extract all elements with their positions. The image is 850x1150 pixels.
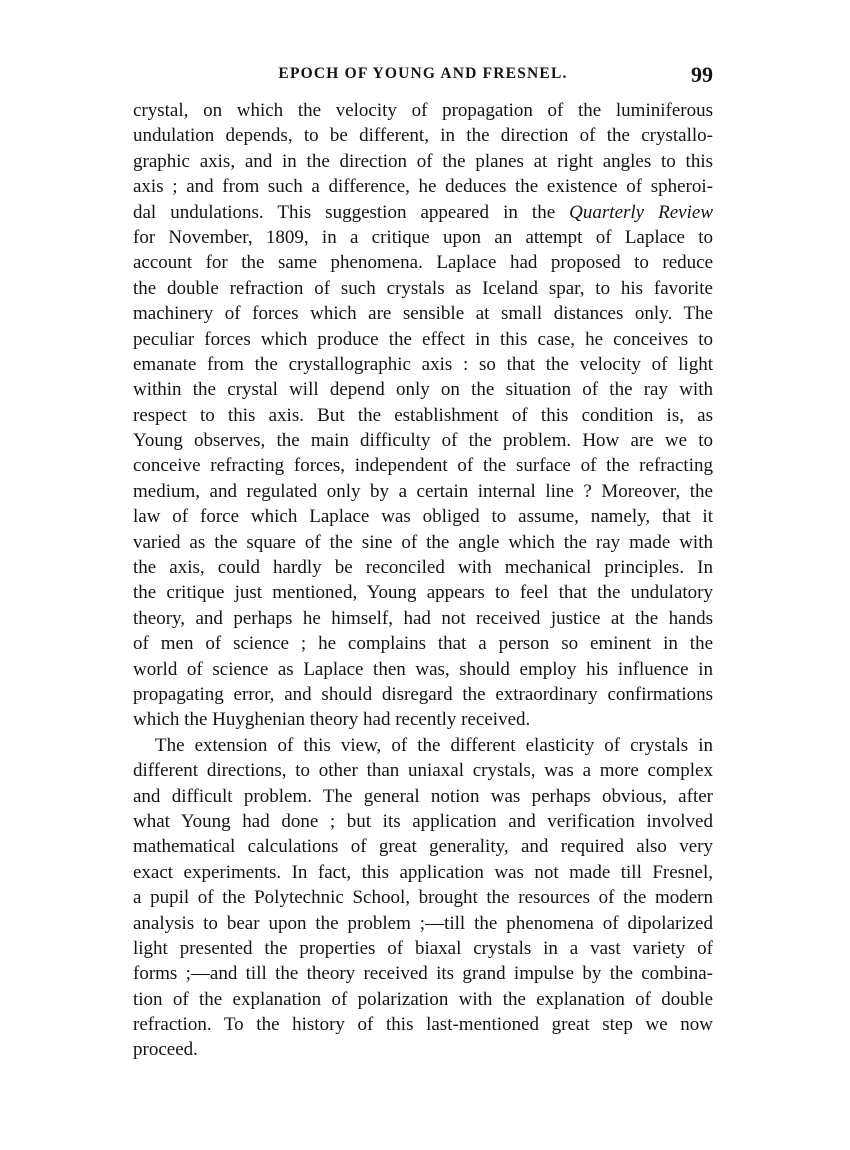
paragraph-1 <box>133 98 713 733</box>
text-line: medium, and regulated only by a certain internal line ? Moreover, the <box>133 480 713 502</box>
journal-title: Quarterly Review <box>569 201 714 223</box>
paragraph-2 <box>133 733 713 1063</box>
text-line: account for the same phenomena. Laplace had proposed to reduce <box>133 252 713 274</box>
text-line: axis ; and from such a difference, he deduces the existence of spheroi- <box>133 176 713 198</box>
text-line: refraction. To the history of this last-mentioned great step we now <box>133 1014 713 1036</box>
text-line: dal undulations. This suggestion appeared in the Quarterly Review <box>133 201 714 223</box>
text-line: machinery of forces which are sensible at small distances only. The <box>133 303 713 325</box>
text-line: a pupil of the Polytechnic School, brought the resources of the modern <box>133 887 713 909</box>
text-line: world of science as Laplace then was, should employ his influence in <box>133 658 713 680</box>
text-line: tion of the explanation of polarization with the explanation of double <box>133 988 713 1010</box>
page-number: 99 <box>691 62 713 87</box>
text-line: which the Huyghenian theory had recently received. <box>133 709 531 731</box>
text-line: mathematical calculations of great generality, and required also very <box>133 836 713 858</box>
text-line: graphic axis, and in the direction of the planes at right angles to this <box>133 150 713 172</box>
text-line: propagating error, and should disregard the extraordinary confirmations <box>133 683 713 705</box>
text-line: forms ;—and till the theory received its grand impulse by the combina- <box>133 963 713 985</box>
text-line: light presented the properties of biaxal crystals in a vast variety of <box>133 937 713 959</box>
text-line: within the crystal will depend only on the situation of the ray with <box>133 379 713 401</box>
text-line: proceed. <box>133 1039 198 1061</box>
text-line: emanate from the crystallographic axis : so that the velocity of light <box>133 353 713 375</box>
text-line: peculiar forces which produce the effect in this case, he conceives to <box>133 328 713 350</box>
text-line: undulation depends, to be different, in the direction of the crystallo- <box>133 125 713 147</box>
text-line: what Young had done ; but its application and verification involved <box>133 810 713 832</box>
text-line: varied as the square of the sine of the angle which the ray made with <box>133 531 713 553</box>
text-line: the axis, could hardly be reconciled with mechanical principles. In <box>133 557 713 579</box>
text-line: respect to this axis. But the establishment of this condition is, as <box>133 404 713 426</box>
text-line: different directions, to other than uniaxal crystals, was a more complex <box>133 760 713 782</box>
text-line: and difficult problem. The general notion was perhaps obvious, after <box>133 785 713 807</box>
text-line: The extension of this view, of the different elasticity of crystals in <box>155 734 713 756</box>
running-head <box>133 62 713 88</box>
body-text <box>133 98 713 1063</box>
running-title: EPOCH OF YOUNG AND FRESNEL. <box>278 65 568 82</box>
text-line: for November, 1809, in a critique upon an attempt of Laplace to <box>133 226 713 248</box>
text-line: the critique just mentioned, Young appears to feel that the undulatory <box>133 582 713 604</box>
text-line: the double refraction of such crystals as Iceland spar, to his favorite <box>133 277 713 299</box>
text-line: theory, and perhaps he himself, had not received justice at the hands <box>133 607 713 629</box>
text-line: exact experiments. In fact, this application was not made till Fresnel, <box>133 861 713 883</box>
text-line: of men of science ; he complains that a person so eminent in the <box>133 633 713 655</box>
text-line: Young observes, the main difficulty of the problem. How are we to <box>133 430 713 452</box>
text-line: conceive refracting forces, independent of the surface of the refracting <box>133 455 713 477</box>
text-line: analysis to bear upon the problem ;—till the phenomena of dipolarized <box>133 912 713 934</box>
text-line: crystal, on which the velocity of propagation of the luminiferous <box>133 100 713 121</box>
text-line: law of force which Laplace was obliged to assume, namely, that it <box>133 506 713 528</box>
